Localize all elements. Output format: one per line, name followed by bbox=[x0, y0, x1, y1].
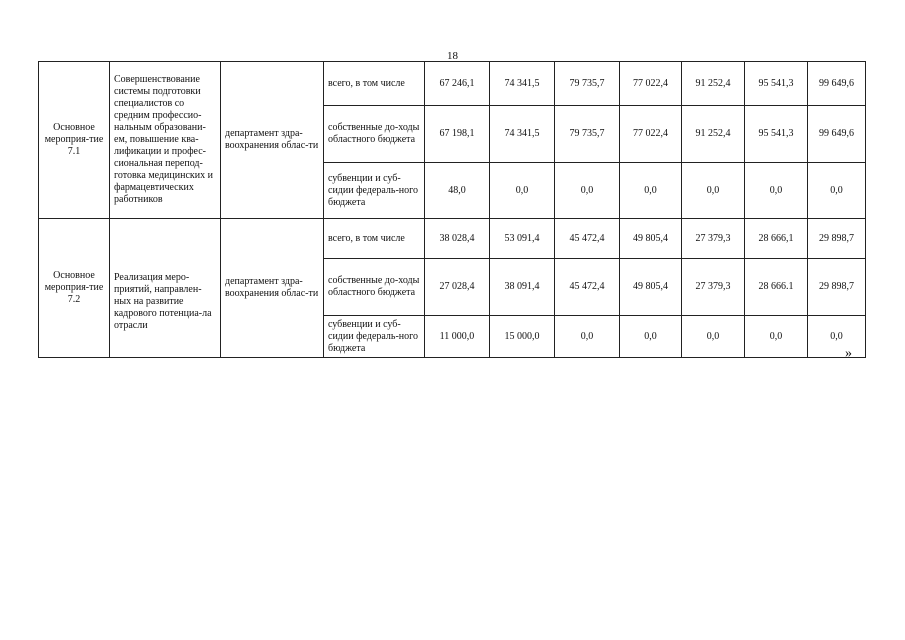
value-cell: 38 091,4 bbox=[490, 259, 555, 316]
event-name-cell: Совершенствование системы подготовки специалистов со средним профессио-нальным образовани-ем, повышение ква-лификации и профес-сиональная перепод-готовка медицинских и фармацевтических работников bbox=[110, 62, 221, 219]
funding-source-cell: субвенции и суб-сидии федераль-ного бюджета bbox=[324, 163, 425, 219]
budget-table bbox=[38, 61, 866, 358]
value-cell: 11 000,0 bbox=[425, 316, 490, 358]
funding-source-cell: собственные до-ходы областного бюджета bbox=[324, 106, 425, 163]
department-cell: департамент здра-воохранения облас-ти bbox=[221, 62, 324, 219]
value-cell: 67 246,1 bbox=[425, 62, 490, 106]
table-row bbox=[39, 219, 866, 259]
value-cell: 45 472,4 bbox=[555, 259, 620, 316]
funding-source-cell: собственные до-ходы областного бюджета bbox=[324, 259, 425, 316]
value-cell: 77 022,4 bbox=[620, 62, 682, 106]
value-cell: 28 666,1 bbox=[745, 219, 808, 259]
value-cell: 99 649,6 bbox=[808, 62, 866, 106]
value-cell: 27 379,3 bbox=[682, 219, 745, 259]
value-cell: 0,0 bbox=[808, 163, 866, 219]
value-cell: 0,0 bbox=[745, 316, 808, 358]
funding-source-cell: субвенции и суб-сидии федераль-ного бюджета bbox=[324, 316, 425, 358]
value-cell: 53 091,4 bbox=[490, 219, 555, 259]
value-cell: 0,0 bbox=[555, 316, 620, 358]
value-cell: 29 898,7 bbox=[808, 219, 866, 259]
value-cell: 27 379,3 bbox=[682, 259, 745, 316]
event-cell: Основное мероприя-тие 7.2 bbox=[39, 219, 110, 358]
value-cell: 28 666.1 bbox=[745, 259, 808, 316]
closing-quote: » bbox=[845, 346, 852, 361]
value-cell: 91 252,4 bbox=[682, 62, 745, 106]
table-row bbox=[39, 62, 866, 106]
value-cell: 0,0 bbox=[745, 163, 808, 219]
event-cell: Основное мероприя-тие 7.1 bbox=[39, 62, 110, 219]
value-cell: 27 028,4 bbox=[425, 259, 490, 316]
value-cell: 0,0 bbox=[490, 163, 555, 219]
value-cell: 91 252,4 bbox=[682, 106, 745, 163]
value-cell: 74 341,5 bbox=[490, 106, 555, 163]
value-cell: 95 541,3 bbox=[745, 106, 808, 163]
value-cell: 79 735,7 bbox=[555, 106, 620, 163]
page-number: 18 bbox=[447, 50, 458, 62]
value-cell: 74 341,5 bbox=[490, 62, 555, 106]
value-cell: 0,0 bbox=[620, 316, 682, 358]
value-cell: 0,0 bbox=[808, 316, 866, 358]
funding-source-cell: всего, в том числе bbox=[324, 62, 425, 106]
value-cell: 67 198,1 bbox=[425, 106, 490, 163]
value-cell: 79 735,7 bbox=[555, 62, 620, 106]
value-cell: 38 028,4 bbox=[425, 219, 490, 259]
value-cell: 29 898,7 bbox=[808, 259, 866, 316]
value-cell: 15 000,0 bbox=[490, 316, 555, 358]
value-cell: 95 541,3 bbox=[745, 62, 808, 106]
value-cell: 0,0 bbox=[682, 163, 745, 219]
event-name-cell: Реализация меро-приятий, направлен-ных на развитие кадрового потенциа-ла отрасли bbox=[110, 219, 221, 358]
value-cell: 0,0 bbox=[682, 316, 745, 358]
value-cell: 0,0 bbox=[555, 163, 620, 219]
value-cell: 45 472,4 bbox=[555, 219, 620, 259]
value-cell: 99 649,6 bbox=[808, 106, 866, 163]
value-cell: 77 022,4 bbox=[620, 106, 682, 163]
funding-source-cell: всего, в том числе bbox=[324, 219, 425, 259]
value-cell: 49 805,4 bbox=[620, 219, 682, 259]
value-cell: 0,0 bbox=[620, 163, 682, 219]
value-cell: 49 805,4 bbox=[620, 259, 682, 316]
value-cell: 48,0 bbox=[425, 163, 490, 219]
department-cell: департамент здра-воохранения облас-ти bbox=[221, 219, 324, 358]
